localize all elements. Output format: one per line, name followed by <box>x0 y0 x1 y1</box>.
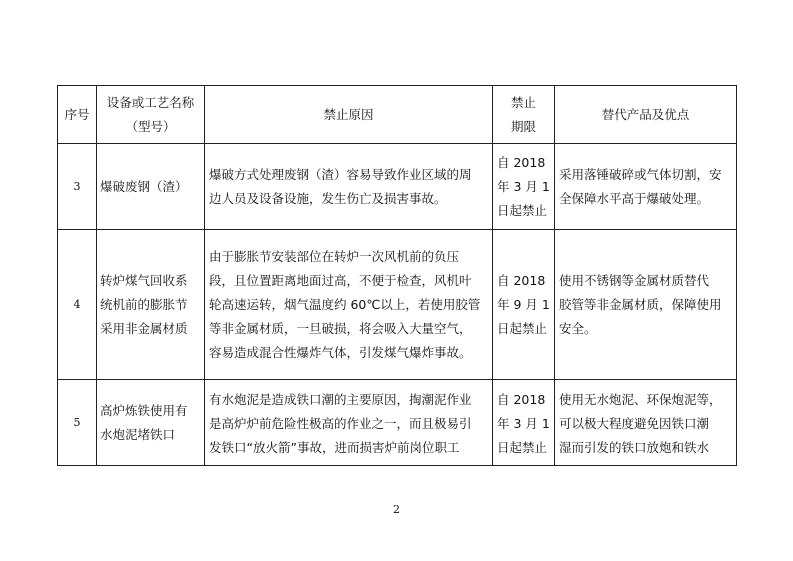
row-alternative <box>555 380 737 466</box>
row-alt-line: 可以极大程度避免因铁口潮 <box>559 416 710 431</box>
row-reason-line: 等非金属材质，一旦破损，将会吸入大量空气， <box>209 320 472 336</box>
header-alternative: 替代产品及优点 <box>555 86 737 144</box>
header-name-line2: （型号） <box>125 118 176 134</box>
header-limit <box>493 86 555 144</box>
row-reason-line: 是高炉炉前危险性极高的作业之一，而且极易引 <box>209 416 472 431</box>
row-alt-line: 胶管等非金属材质，保障使用 <box>559 296 722 312</box>
header-name <box>97 86 205 144</box>
row-limit-line: 日起禁止 <box>497 202 548 218</box>
row-name-line: 爆破废钢（渣） <box>100 178 188 194</box>
row-alt-line: 采用落锤破碎或气体切割，安 <box>559 166 722 182</box>
row-alt-line: 安全。 <box>559 320 597 336</box>
row-name <box>97 144 205 230</box>
row-reason-line: 段，且位置距离地面过高，不便于检查，风机叶 <box>209 272 472 288</box>
row-reason-line: 爆破方式处理废钢（渣）容易导致作业区域的周 <box>209 166 472 182</box>
header-seq: 序号 <box>58 86 97 144</box>
row-name-line: 采用非金属材质 <box>100 320 188 336</box>
row-alt-line: 使用不锈钢等金属材质替代 <box>559 272 710 288</box>
row-limit-line: 自 2018 <box>497 154 546 170</box>
row-name <box>97 380 205 466</box>
row-limit <box>493 144 555 230</box>
row-name-line: 高炉炼铁使用有 <box>100 402 188 418</box>
row-reason-line: 轮高速运转，烟气温度约 60℃以上，若使用胶管 <box>209 296 481 312</box>
row-reason-line: 发铁口“放火箭”事故，进而损害炉前岗位职工 <box>209 440 460 455</box>
row-name-line: 统机前的膨胀节 <box>100 296 188 312</box>
regulation-table <box>57 85 737 466</box>
row-limit-line: 日起禁止 <box>497 320 548 336</box>
row-number: 5 <box>58 380 97 466</box>
table-header-row <box>58 86 737 144</box>
row-alt-line: 全保障水平高于爆破处理。 <box>559 190 710 206</box>
table-row <box>58 144 737 230</box>
header-limit-line1: 禁止 <box>510 94 536 110</box>
row-name-line: 转炉煤气回收系 <box>100 272 188 288</box>
row-name <box>97 230 205 380</box>
table-row <box>58 380 737 466</box>
row-alternative <box>555 144 737 230</box>
row-name-line: 水炮泥堵铁口 <box>100 426 176 442</box>
row-reason <box>205 144 493 230</box>
row-number: 4 <box>58 230 97 380</box>
row-reason-line: 边人员及设备设施，发生伤亡及损害事故。 <box>209 190 447 206</box>
row-limit <box>493 230 555 380</box>
row-limit-line: 年 9 月 1 <box>497 296 550 312</box>
row-alternative <box>555 230 737 380</box>
row-alt-line: 使用无水炮泥、环保炮泥等， <box>559 392 722 407</box>
row-reason <box>205 380 493 466</box>
header-reason: 禁止原因 <box>205 86 493 144</box>
row-limit-line: 年 3 月 1 <box>497 416 550 431</box>
row-reason-line: 由于膨胀节安装部位在转炉一次风机前的负压 <box>209 248 460 264</box>
row-reason <box>205 230 493 380</box>
page-number: 2 <box>393 503 400 516</box>
row-alt-line: 湿而引发的铁口放炮和铁水 <box>559 440 710 455</box>
row-reason-line: 容易造成混合性爆炸气体，引发煤气爆炸事故。 <box>209 344 472 360</box>
row-reason-line: 有水炮泥是造成铁口潮的主要原因，掏潮泥作业 <box>209 392 472 407</box>
row-number: 3 <box>58 144 97 230</box>
row-limit-line: 年 3 月 1 <box>497 178 550 194</box>
header-limit-line2: 期限 <box>510 118 536 134</box>
table-row <box>58 230 737 380</box>
row-limit-line: 日起禁止 <box>497 440 548 455</box>
row-limit-line: 自 2018 <box>497 272 546 288</box>
row-limit-line: 自 2018 <box>497 392 546 407</box>
header-name-line1: 设备或工艺名称 <box>106 94 195 110</box>
row-limit <box>493 380 555 466</box>
